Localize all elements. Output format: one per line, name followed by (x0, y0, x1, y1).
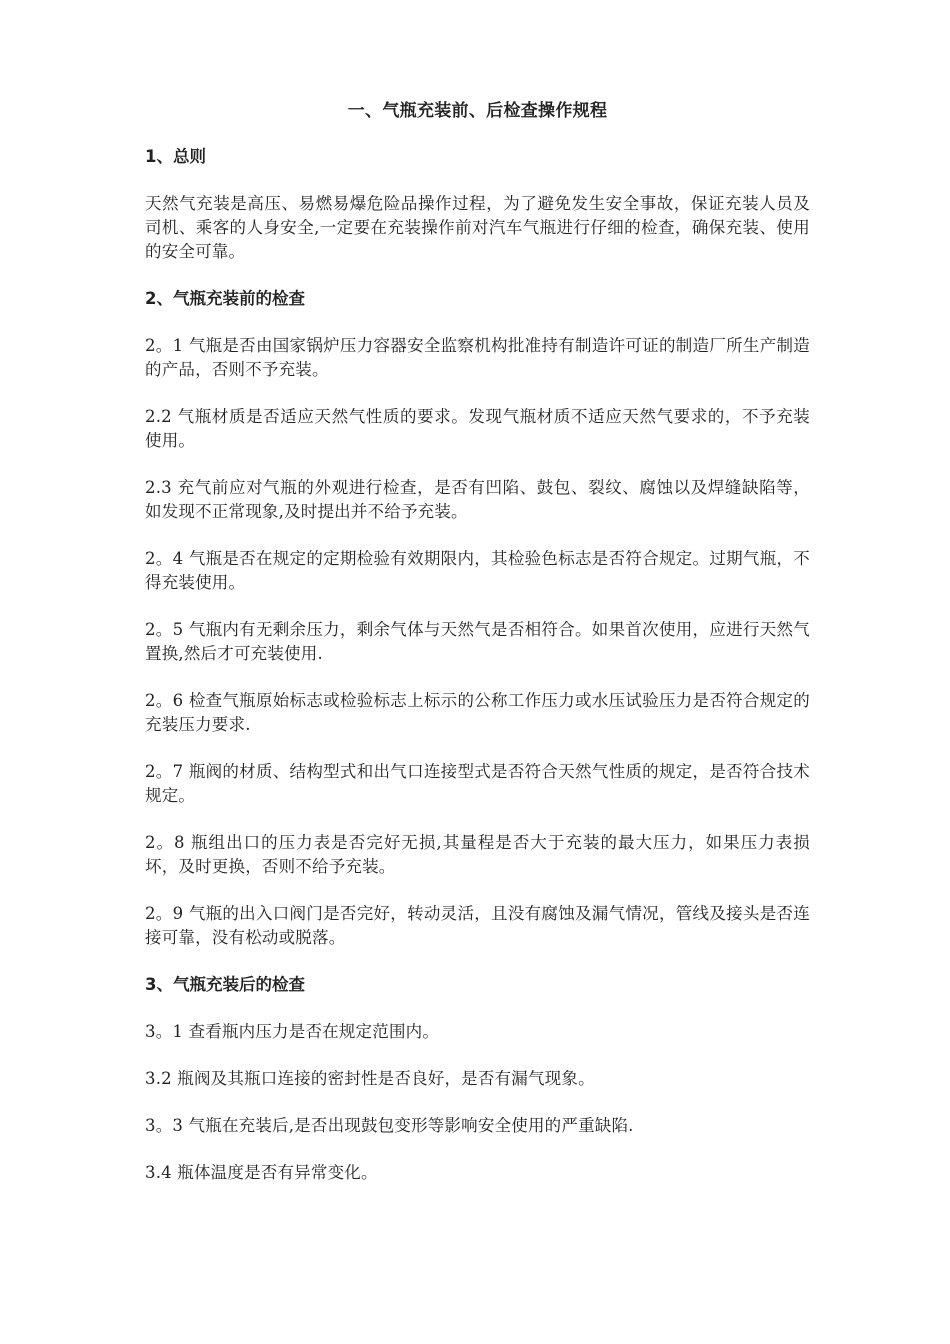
paragraph: 天然气充装是高压、易燃易爆危险品操作过程，为了避免发生安全事故，保证充装人员及司机、乘客的人身安全,一定要在充装操作前对汽车气瓶进行仔细的检查，确保充装、使用的安全可靠。 (145, 194, 810, 261)
document-title: 一、气瓶充装前、后检查操作规程 (347, 101, 608, 121)
paragraph: 2。1 气瓶是否由国家锅炉压力容器安全监察机构批准持有制造许可证的制造厂所生产制造的产品，否则不予充装。 (145, 336, 810, 379)
paragraph: 3。1 查看瓶内压力是否在规定范围内。 (145, 1022, 440, 1041)
paragraph: 2。7 瓶阀的材质、结构型式和出气口连接型式是否符合天然气性质的规定，是否符合技术规定。 (145, 762, 810, 805)
paragraph: 3。3 气瓶在充装后,是否出现鼓包变形等影响安全使用的严重缺陷. (145, 1116, 634, 1135)
paragraph: 3.4 瓶体温度是否有异常变化。 (145, 1163, 378, 1182)
section-post-fill-check (145, 973, 810, 1185)
paragraph: 2。9 气瓶的出入口阀门是否完好，转动灵活，且没有腐蚀及漏气情况，管线及接头是否连接可靠，没有松动或脱落。 (145, 904, 810, 947)
paragraph: 2.2 气瓶材质是否适应天然气性质的要求。发现气瓶材质不适应天然气要求的，不予充装使用。 (145, 407, 810, 450)
paragraph: 2。5 气瓶内有无剩余压力，剩余气体与天然气是否相符合。如果首次使用，应进行天然气置换,然后才可充装使用. (145, 620, 810, 663)
paragraph: 2。4 气瓶是否在规定的定期检验有效期限内，其检验色标志是否符合规定。过期气瓶，不得充装使用。 (145, 549, 810, 592)
paragraph: 2。8 瓶组出口的压力表是否完好无损,其量程是否大于充装的最大压力，如果压力表损坏，及时更换，否则不给予充装。 (145, 833, 810, 876)
paragraph: 2.3 充气前应对气瓶的外观进行检查，是否有凹陷、鼓包、裂纹、腐蚀以及焊缝缺陷等，如发现不正常现象,及时提出并不给予充装。 (145, 478, 810, 521)
paragraph: 2。6 检查气瓶原始标志或检验标志上标示的公称工作压力或水压试验压力是否符合规定的充装压力要求. (145, 691, 810, 734)
section-heading: 2、气瓶充装前的检查 (145, 289, 305, 308)
document-page (145, 98, 810, 1208)
section-heading: 1、总则 (145, 147, 206, 166)
paragraph: 3.2 瓶阀及其瓶口连接的密封性是否良好，是否有漏气现象。 (145, 1069, 595, 1088)
section-pre-fill-check (145, 287, 810, 950)
section-heading: 3、气瓶充装后的检查 (145, 975, 305, 994)
section-general (145, 145, 810, 264)
